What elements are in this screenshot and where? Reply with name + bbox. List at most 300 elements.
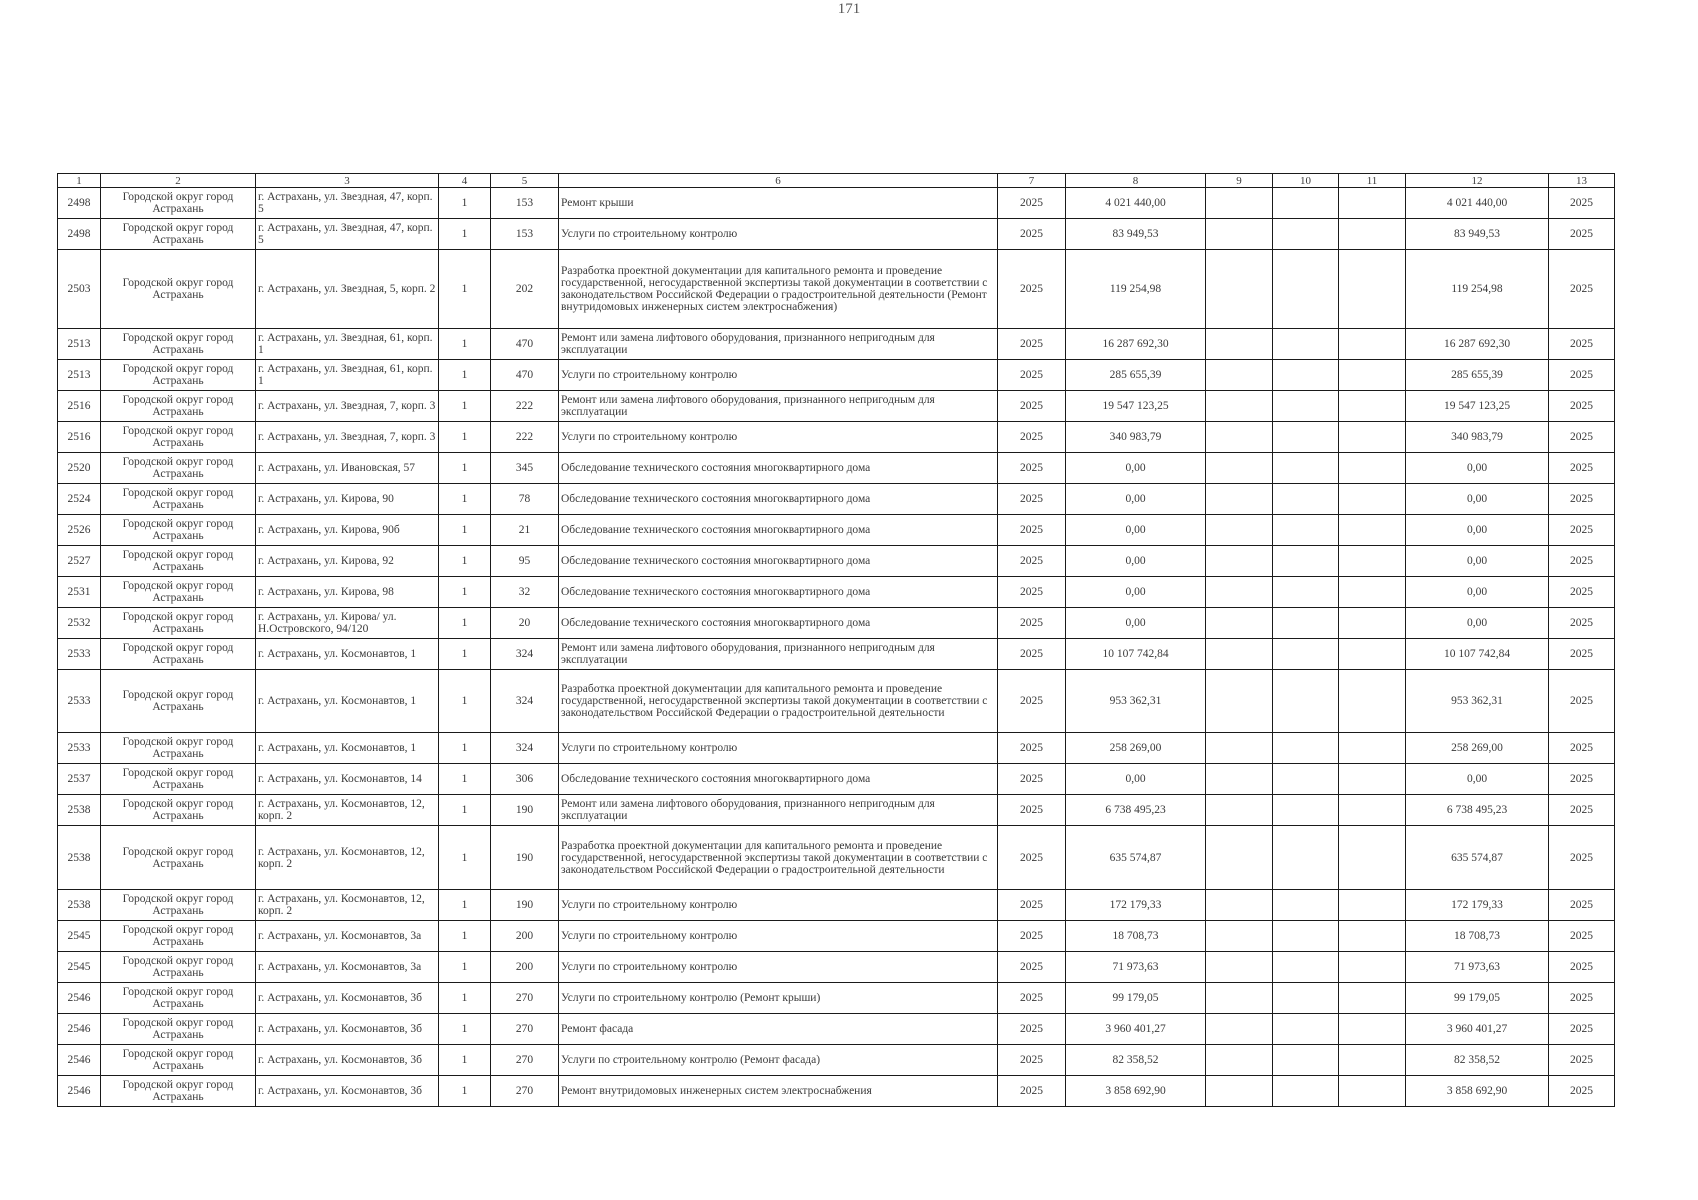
cost-fund: 0,00 (1406, 484, 1549, 515)
row-number: 2527 (58, 546, 101, 577)
cost-total: 83 949,53 (1066, 219, 1206, 250)
cost-fund: 635 574,87 (1406, 826, 1549, 890)
col9-value (1206, 250, 1273, 329)
municipality: Городской округ город Астрахань (101, 329, 256, 360)
col4-value: 1 (439, 188, 491, 219)
year-end: 2025 (1549, 983, 1615, 1014)
row-number: 2513 (58, 329, 101, 360)
municipality: Городской округ город Астрахань (101, 890, 256, 921)
col5-value: 222 (491, 391, 559, 422)
col4-value: 1 (439, 1014, 491, 1045)
municipality: Городской округ город Астрахань (101, 453, 256, 484)
work-type: Обследование технического состояния многоквартирного дома (559, 484, 998, 515)
cost-total: 71 973,63 (1066, 952, 1206, 983)
cost-total: 0,00 (1066, 577, 1206, 608)
col10-value (1273, 546, 1339, 577)
cost-fund: 0,00 (1406, 764, 1549, 795)
year-end: 2025 (1549, 670, 1615, 733)
table-row (58, 422, 1615, 453)
year-end: 2025 (1549, 422, 1615, 453)
cost-total: 3 960 401,27 (1066, 1014, 1206, 1045)
municipality: Городской округ город Астрахань (101, 515, 256, 546)
work-type: Ремонт крыши (559, 188, 998, 219)
address: г. Астрахань, ул. Звездная, 7, корп. 3 (256, 422, 439, 453)
col10-value (1273, 670, 1339, 733)
year-end: 2025 (1549, 890, 1615, 921)
col5-value: 324 (491, 670, 559, 733)
year-end: 2025 (1549, 1045, 1615, 1076)
col10-value (1273, 484, 1339, 515)
address: г. Астрахань, ул. Космонавтов, 12, корп. 2 (256, 795, 439, 826)
municipality: Городской округ город Астрахань (101, 422, 256, 453)
col11-value (1339, 1076, 1406, 1107)
col9-value (1206, 983, 1273, 1014)
col9-value (1206, 219, 1273, 250)
year: 2025 (998, 764, 1066, 795)
row-number: 2533 (58, 733, 101, 764)
column-header-3: 3 (256, 174, 439, 188)
cost-total: 635 574,87 (1066, 826, 1206, 890)
work-type: Ремонт или замена лифтового оборудования, признанного непригодным для эксплуатации (559, 639, 998, 670)
row-number: 2545 (58, 952, 101, 983)
table-row (58, 188, 1615, 219)
row-number: 2546 (58, 1014, 101, 1045)
column-header-13: 13 (1549, 174, 1615, 188)
col4-value: 1 (439, 608, 491, 639)
col11-value (1339, 360, 1406, 391)
cost-fund: 0,00 (1406, 546, 1549, 577)
row-number: 2520 (58, 453, 101, 484)
col4-value: 1 (439, 639, 491, 670)
col11-value (1339, 484, 1406, 515)
col5-value: 32 (491, 577, 559, 608)
col10-value (1273, 453, 1339, 484)
year: 2025 (998, 983, 1066, 1014)
col5-value: 202 (491, 250, 559, 329)
column-header-11: 11 (1339, 174, 1406, 188)
year-end: 2025 (1549, 921, 1615, 952)
col10-value (1273, 795, 1339, 826)
year-end: 2025 (1549, 1014, 1615, 1045)
col4-value: 1 (439, 577, 491, 608)
municipality: Городской округ город Астрахань (101, 360, 256, 391)
cost-total: 340 983,79 (1066, 422, 1206, 453)
col9-value (1206, 826, 1273, 890)
row-number: 2503 (58, 250, 101, 329)
cost-total: 3 858 692,90 (1066, 1076, 1206, 1107)
year-end: 2025 (1549, 546, 1615, 577)
year: 2025 (998, 219, 1066, 250)
address: г. Астрахань, ул. Звездная, 61, корп. 1 (256, 329, 439, 360)
table-row (58, 329, 1615, 360)
col10-value (1273, 515, 1339, 546)
table-row (58, 983, 1615, 1014)
col4-value: 1 (439, 515, 491, 546)
col11-value (1339, 219, 1406, 250)
col9-value (1206, 921, 1273, 952)
cost-fund: 0,00 (1406, 453, 1549, 484)
work-type: Обследование технического состояния многоквартирного дома (559, 453, 998, 484)
col9-value (1206, 188, 1273, 219)
col5-value: 190 (491, 826, 559, 890)
row-number: 2545 (58, 921, 101, 952)
municipality: Городской округ город Астрахань (101, 764, 256, 795)
col10-value (1273, 983, 1339, 1014)
row-number: 2531 (58, 577, 101, 608)
row-number: 2524 (58, 484, 101, 515)
cost-fund: 3 858 692,90 (1406, 1076, 1549, 1107)
column-header-7: 7 (998, 174, 1066, 188)
address: г. Астрахань, ул. Ивановская, 57 (256, 453, 439, 484)
cost-fund: 953 362,31 (1406, 670, 1549, 733)
col9-value (1206, 733, 1273, 764)
year: 2025 (998, 921, 1066, 952)
col4-value: 1 (439, 1045, 491, 1076)
cost-total: 19 547 123,25 (1066, 391, 1206, 422)
col10-value (1273, 391, 1339, 422)
cost-total: 0,00 (1066, 484, 1206, 515)
cost-fund: 258 269,00 (1406, 733, 1549, 764)
work-type: Услуги по строительному контролю (Ремонт крыши) (559, 983, 998, 1014)
col5-value: 190 (491, 795, 559, 826)
table-row (58, 219, 1615, 250)
cost-fund: 340 983,79 (1406, 422, 1549, 453)
col4-value: 1 (439, 391, 491, 422)
cost-total: 6 738 495,23 (1066, 795, 1206, 826)
cost-total: 119 254,98 (1066, 250, 1206, 329)
row-number: 2537 (58, 764, 101, 795)
municipality: Городской округ город Астрахань (101, 391, 256, 422)
municipality: Городской округ город Астрахань (101, 826, 256, 890)
col5-value: 470 (491, 360, 559, 391)
col10-value (1273, 188, 1339, 219)
col4-value: 1 (439, 952, 491, 983)
table-row (58, 733, 1615, 764)
work-type: Обследование технического состояния многоквартирного дома (559, 546, 998, 577)
col11-value (1339, 1014, 1406, 1045)
col9-value (1206, 577, 1273, 608)
row-number: 2526 (58, 515, 101, 546)
col11-value (1339, 608, 1406, 639)
cost-total: 0,00 (1066, 453, 1206, 484)
col11-value (1339, 764, 1406, 795)
cost-fund: 19 547 123,25 (1406, 391, 1549, 422)
year-end: 2025 (1549, 515, 1615, 546)
work-type: Ремонт или замена лифтового оборудования, признанного непригодным для эксплуатации (559, 391, 998, 422)
work-type: Ремонт или замена лифтового оборудования, признанного непригодным для эксплуатации (559, 795, 998, 826)
col11-value (1339, 515, 1406, 546)
table-row (58, 577, 1615, 608)
table-row (58, 484, 1615, 515)
col11-value (1339, 921, 1406, 952)
municipality: Городской округ город Астрахань (101, 983, 256, 1014)
year: 2025 (998, 453, 1066, 484)
col10-value (1273, 952, 1339, 983)
work-type: Обследование технического состояния многоквартирного дома (559, 577, 998, 608)
header-row (58, 174, 1615, 188)
col5-value: 190 (491, 890, 559, 921)
col4-value: 1 (439, 360, 491, 391)
col11-value (1339, 1045, 1406, 1076)
table-row (58, 360, 1615, 391)
col5-value: 270 (491, 1076, 559, 1107)
municipality: Городской округ город Астрахань (101, 921, 256, 952)
col4-value: 1 (439, 826, 491, 890)
address: г. Астрахань, ул. Космонавтов, 1 (256, 733, 439, 764)
work-type: Услуги по строительному контролю (Ремонт фасада) (559, 1045, 998, 1076)
cost-fund: 285 655,39 (1406, 360, 1549, 391)
col10-value (1273, 639, 1339, 670)
col11-value (1339, 826, 1406, 890)
address: г. Астрахань, ул. Космонавтов, 3б (256, 983, 439, 1014)
col11-value (1339, 890, 1406, 921)
col10-value (1273, 608, 1339, 639)
year: 2025 (998, 733, 1066, 764)
year-end: 2025 (1549, 639, 1615, 670)
year: 2025 (998, 952, 1066, 983)
year-end: 2025 (1549, 795, 1615, 826)
address: г. Астрахань, ул. Космонавтов, 3а (256, 921, 439, 952)
cost-total: 285 655,39 (1066, 360, 1206, 391)
work-type: Услуги по строительному контролю (559, 952, 998, 983)
col5-value: 324 (491, 639, 559, 670)
col4-value: 1 (439, 764, 491, 795)
col4-value: 1 (439, 453, 491, 484)
col9-value (1206, 1014, 1273, 1045)
col11-value (1339, 391, 1406, 422)
cost-total: 82 358,52 (1066, 1045, 1206, 1076)
table-row (58, 826, 1615, 890)
cost-fund: 83 949,53 (1406, 219, 1549, 250)
municipality: Городской округ город Астрахань (101, 733, 256, 764)
col9-value (1206, 670, 1273, 733)
table-row (58, 670, 1615, 733)
year: 2025 (998, 670, 1066, 733)
cost-fund: 119 254,98 (1406, 250, 1549, 329)
col5-value: 270 (491, 1045, 559, 1076)
work-type: Обследование технического состояния многоквартирного дома (559, 608, 998, 639)
municipality: Городской округ город Астрахань (101, 250, 256, 329)
col10-value (1273, 921, 1339, 952)
year-end: 2025 (1549, 219, 1615, 250)
column-header-1: 1 (58, 174, 101, 188)
cost-fund: 99 179,05 (1406, 983, 1549, 1014)
address: г. Астрахань, ул. Космонавтов, 1 (256, 670, 439, 733)
column-header-12: 12 (1406, 174, 1549, 188)
municipality: Городской округ город Астрахань (101, 795, 256, 826)
municipality: Городской округ город Астрахань (101, 484, 256, 515)
cost-fund: 0,00 (1406, 608, 1549, 639)
year-end: 2025 (1549, 826, 1615, 890)
col5-value: 78 (491, 484, 559, 515)
cost-total: 10 107 742,84 (1066, 639, 1206, 670)
page-number: 171 (837, 1, 861, 17)
address: г. Астрахань, ул. Звездная, 7, корп. 3 (256, 391, 439, 422)
col10-value (1273, 219, 1339, 250)
year-end: 2025 (1549, 453, 1615, 484)
table-row (58, 764, 1615, 795)
address: г. Астрахань, ул. Кирова, 92 (256, 546, 439, 577)
year-end: 2025 (1549, 764, 1615, 795)
col11-value (1339, 188, 1406, 219)
col10-value (1273, 577, 1339, 608)
col9-value (1206, 1045, 1273, 1076)
work-type: Обследование технического состояния многоквартирного дома (559, 764, 998, 795)
col4-value: 1 (439, 219, 491, 250)
work-type: Услуги по строительному контролю (559, 921, 998, 952)
col10-value (1273, 764, 1339, 795)
col4-value: 1 (439, 921, 491, 952)
work-type: Разработка проектной документации для капитального ремонта и проведение государственной, негосударственной экспертизы такой документации в соответствии с законодательством Российской Федерации о градостроительной деятельности (559, 826, 998, 890)
municipality: Городской округ город Астрахань (101, 639, 256, 670)
col4-value: 1 (439, 484, 491, 515)
col5-value: 153 (491, 219, 559, 250)
table-row (58, 639, 1615, 670)
column-header-5: 5 (491, 174, 559, 188)
col11-value (1339, 546, 1406, 577)
col9-value (1206, 639, 1273, 670)
municipality: Городской округ город Астрахань (101, 608, 256, 639)
col4-value: 1 (439, 1076, 491, 1107)
year-end: 2025 (1549, 577, 1615, 608)
cost-total: 0,00 (1066, 515, 1206, 546)
row-number: 2538 (58, 826, 101, 890)
column-header-6: 6 (559, 174, 998, 188)
col4-value: 1 (439, 890, 491, 921)
table-row (58, 546, 1615, 577)
municipality: Городской округ город Астрахань (101, 952, 256, 983)
work-type: Услуги по строительному контролю (559, 360, 998, 391)
address: г. Астрахань, ул. Космонавтов, 12, корп. 2 (256, 890, 439, 921)
col9-value (1206, 764, 1273, 795)
col4-value: 1 (439, 983, 491, 1014)
row-number: 2546 (58, 1045, 101, 1076)
address: г. Астрахань, ул. Космонавтов, 3б (256, 1045, 439, 1076)
year: 2025 (998, 546, 1066, 577)
work-type: Услуги по строительному контролю (559, 733, 998, 764)
table-row (58, 921, 1615, 952)
col10-value (1273, 329, 1339, 360)
year-end: 2025 (1549, 1076, 1615, 1107)
year: 2025 (998, 577, 1066, 608)
table-row (58, 250, 1615, 329)
col4-value: 1 (439, 250, 491, 329)
municipality: Городской округ город Астрахань (101, 670, 256, 733)
table-row (58, 515, 1615, 546)
work-type: Разработка проектной документации для капитального ремонта и проведение государственной, негосударственной экспертизы такой документации в соответствии с законодательством Российской Федерации о градостроительной деятельности (Ремонт внутридомовых инженерных систем электроснабжения) (559, 250, 998, 329)
address: г. Астрахань, ул. Звездная, 61, корп. 1 (256, 360, 439, 391)
year: 2025 (998, 188, 1066, 219)
col9-value (1206, 1076, 1273, 1107)
year-end: 2025 (1549, 360, 1615, 391)
address: г. Астрахань, ул. Кирова, 90 (256, 484, 439, 515)
cost-total: 953 362,31 (1066, 670, 1206, 733)
col5-value: 470 (491, 329, 559, 360)
municipality: Городской округ город Астрахань (101, 188, 256, 219)
row-number: 2498 (58, 188, 101, 219)
work-type: Ремонт или замена лифтового оборудования, признанного непригодным для эксплуатации (559, 329, 998, 360)
col4-value: 1 (439, 795, 491, 826)
column-header-8: 8 (1066, 174, 1206, 188)
address: г. Астрахань, ул. Звездная, 47, корп. 5 (256, 188, 439, 219)
address: г. Астрахань, ул. Кирова, 98 (256, 577, 439, 608)
address: г. Астрахань, ул. Кирова, 90б (256, 515, 439, 546)
col9-value (1206, 890, 1273, 921)
year-end: 2025 (1549, 250, 1615, 329)
year-end: 2025 (1549, 188, 1615, 219)
col10-value (1273, 250, 1339, 329)
col5-value: 200 (491, 921, 559, 952)
col5-value: 345 (491, 453, 559, 484)
col11-value (1339, 983, 1406, 1014)
year: 2025 (998, 890, 1066, 921)
col11-value (1339, 250, 1406, 329)
cost-fund: 172 179,33 (1406, 890, 1549, 921)
col11-value (1339, 733, 1406, 764)
cost-total: 0,00 (1066, 608, 1206, 639)
row-number: 2533 (58, 639, 101, 670)
year: 2025 (998, 515, 1066, 546)
cost-fund: 3 960 401,27 (1406, 1014, 1549, 1045)
col9-value (1206, 484, 1273, 515)
col9-value (1206, 329, 1273, 360)
address: г. Астрахань, ул. Звездная, 47, корп. 5 (256, 219, 439, 250)
program-table (57, 173, 1615, 1107)
year-end: 2025 (1549, 608, 1615, 639)
municipality: Городской округ город Астрахань (101, 1076, 256, 1107)
cost-fund: 82 358,52 (1406, 1045, 1549, 1076)
col11-value (1339, 639, 1406, 670)
row-number: 2538 (58, 795, 101, 826)
address: г. Астрахань, ул. Космонавтов, 14 (256, 764, 439, 795)
cost-total: 99 179,05 (1066, 983, 1206, 1014)
municipality: Городской округ город Астрахань (101, 1014, 256, 1045)
address: г. Астрахань, ул. Космонавтов, 3б (256, 1014, 439, 1045)
col5-value: 324 (491, 733, 559, 764)
col5-value: 95 (491, 546, 559, 577)
col11-value (1339, 329, 1406, 360)
col11-value (1339, 453, 1406, 484)
address: г. Астрахань, ул. Космонавтов, 1 (256, 639, 439, 670)
col4-value: 1 (439, 670, 491, 733)
municipality: Городской округ город Астрахань (101, 577, 256, 608)
year-end: 2025 (1549, 733, 1615, 764)
column-header-9: 9 (1206, 174, 1273, 188)
col5-value: 20 (491, 608, 559, 639)
table-row (58, 453, 1615, 484)
table-row (58, 952, 1615, 983)
cost-total: 16 287 692,30 (1066, 329, 1206, 360)
table-row (58, 391, 1615, 422)
col5-value: 153 (491, 188, 559, 219)
cost-fund: 6 738 495,23 (1406, 795, 1549, 826)
row-number: 2546 (58, 1076, 101, 1107)
row-number: 2516 (58, 391, 101, 422)
year: 2025 (998, 391, 1066, 422)
cost-total: 172 179,33 (1066, 890, 1206, 921)
year: 2025 (998, 795, 1066, 826)
column-header-10: 10 (1273, 174, 1339, 188)
row-number: 2498 (58, 219, 101, 250)
work-type: Услуги по строительному контролю (559, 422, 998, 453)
col9-value (1206, 608, 1273, 639)
col9-value (1206, 360, 1273, 391)
col10-value (1273, 826, 1339, 890)
cost-fund: 71 973,63 (1406, 952, 1549, 983)
col11-value (1339, 422, 1406, 453)
column-header-2: 2 (101, 174, 256, 188)
col9-value (1206, 795, 1273, 826)
